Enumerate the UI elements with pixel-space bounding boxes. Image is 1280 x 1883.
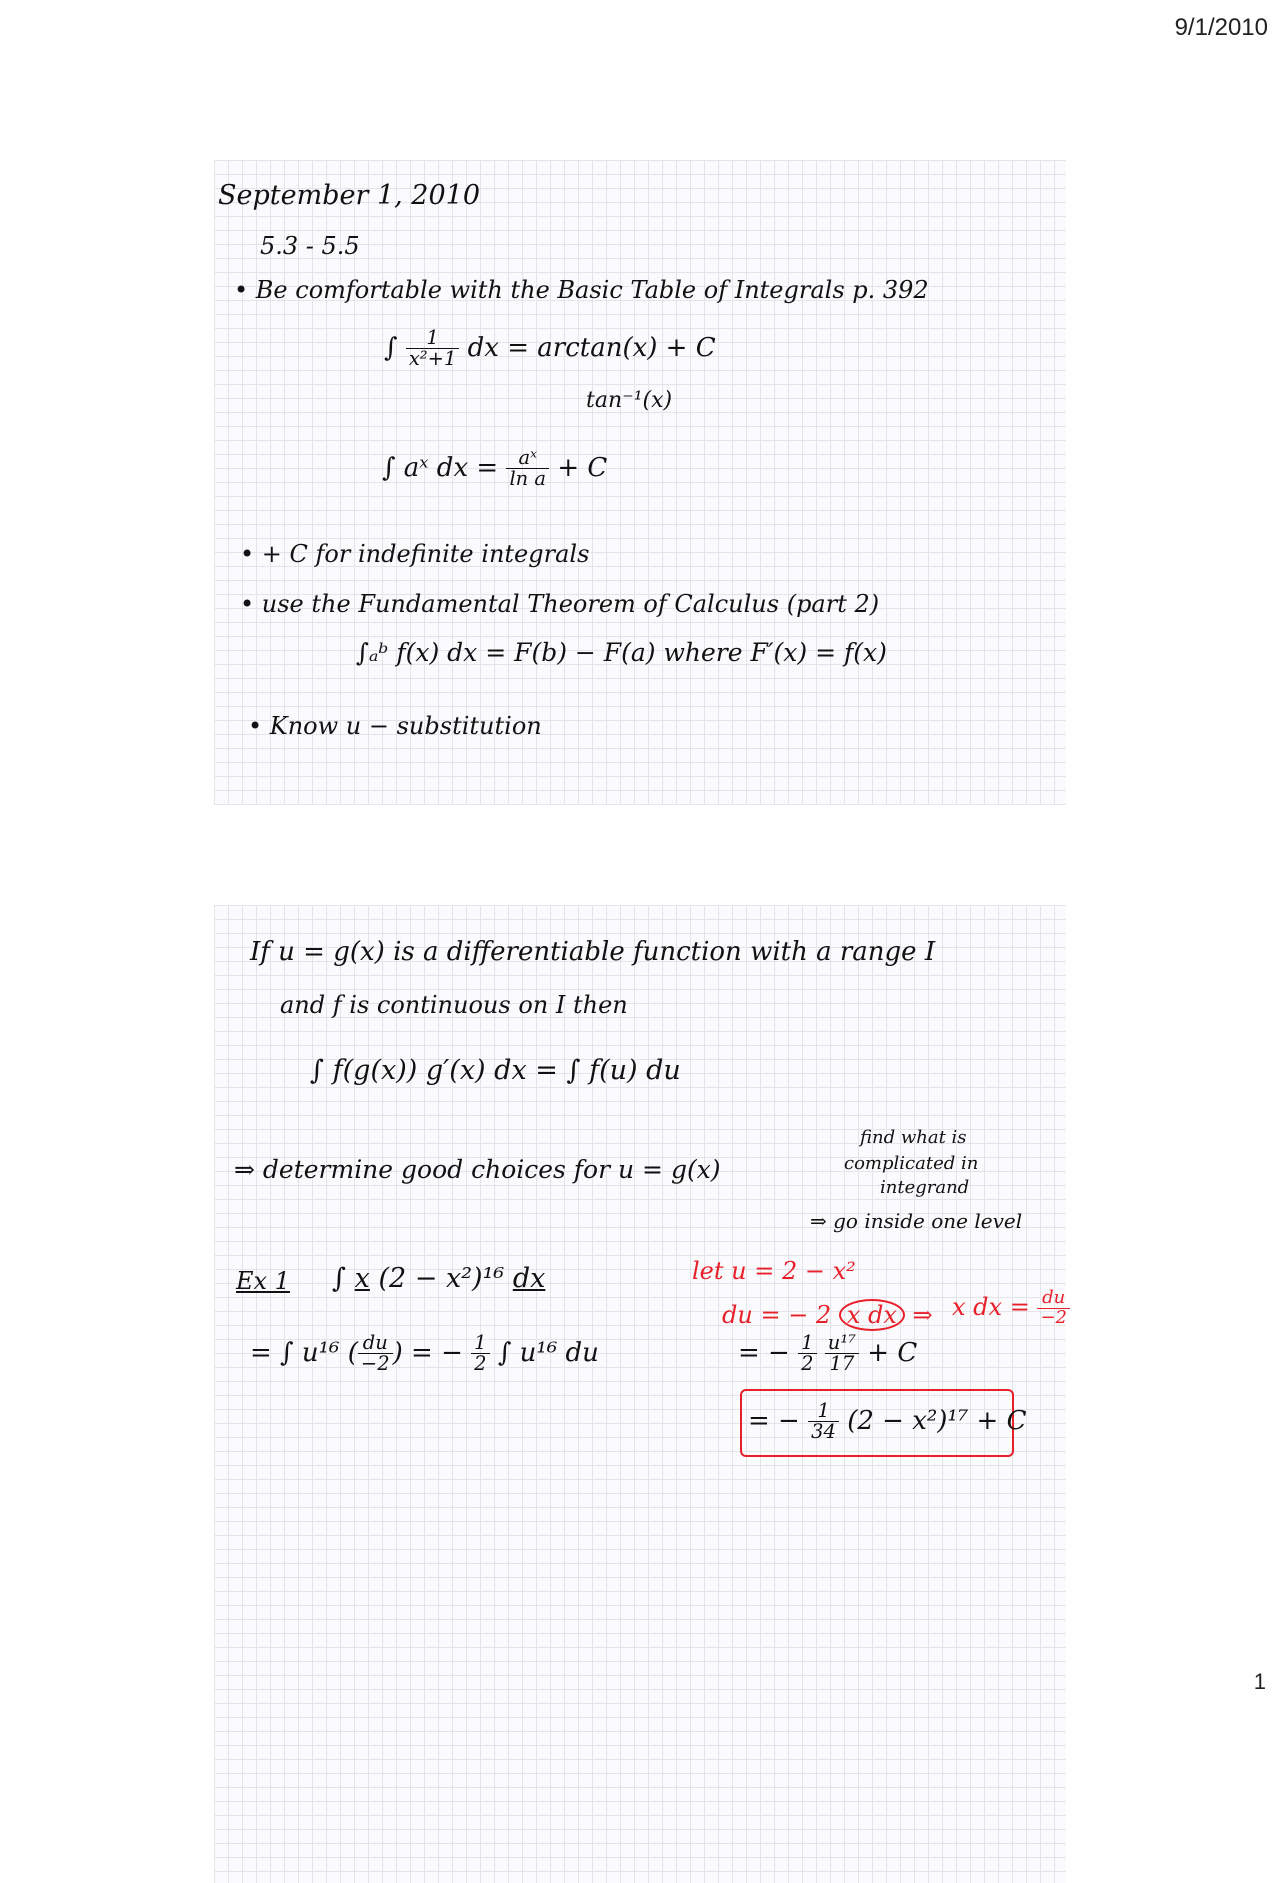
xdx-label: x dx =	[952, 1292, 1030, 1321]
arctan-alternate: tan⁻¹(x)	[586, 388, 673, 413]
example-integral	[332, 1263, 545, 1294]
example-power: (2 − x²)¹⁶	[378, 1263, 505, 1294]
step-1-fraction	[358, 1333, 393, 1375]
hint-line-1: find what is	[860, 1127, 967, 1148]
step-1-half-denominator: 2	[474, 1352, 487, 1376]
notes-panel-1	[214, 160, 1066, 805]
bullet-u-substitution: • Know u − substitution	[248, 712, 542, 740]
exp-denominator: ln a	[509, 467, 547, 491]
answer-denominator: 34	[811, 1420, 836, 1444]
step-2-half	[798, 1333, 816, 1375]
arctan-result: arctan(x) + C	[537, 332, 716, 363]
arctan-fraction	[406, 328, 460, 370]
answer-numerator: 1	[808, 1401, 839, 1422]
bullet-constant: • + C for indefinite integrals	[240, 540, 590, 568]
example-x: x	[354, 1263, 370, 1294]
xdx-numerator: du	[1037, 1289, 1070, 1309]
exp-numerator: aˣ	[506, 448, 549, 469]
exp-lhs: ∫ aˣ dx =	[382, 452, 499, 483]
step-2-half-denominator: 2	[801, 1352, 814, 1376]
answer-equals: = −	[748, 1405, 800, 1436]
notes-title: September 1, 2010	[218, 180, 480, 211]
step-1-equals: = −	[411, 1337, 463, 1368]
du-circled: x dx	[839, 1299, 905, 1331]
du-line	[722, 1301, 933, 1329]
step-1-integral-u: ∫ u¹⁶ du	[497, 1337, 599, 1368]
page-number: 1	[1253, 1669, 1266, 1694]
step-1-half-numerator: 1	[471, 1333, 489, 1354]
hint-line-3: integrand	[880, 1177, 970, 1198]
du-arrow: ⇒	[912, 1301, 933, 1329]
hint-line-4: ⇒ go inside one level	[810, 1209, 1023, 1233]
arctan-denominator: x²+1	[408, 347, 457, 371]
step-1-denominator: −2	[360, 1352, 390, 1376]
let-u: let u = 2 − x²	[692, 1257, 856, 1285]
theorem-line-1: If u = g(x) is a differentiable function with a range I	[250, 937, 936, 967]
exp-constant: + C	[557, 452, 608, 483]
xdx-line	[952, 1289, 1070, 1328]
arctan-numerator: 1	[406, 328, 460, 349]
xdx-denominator: −2	[1040, 1306, 1067, 1328]
example-dx: dx	[512, 1263, 546, 1294]
answer-fraction	[808, 1401, 839, 1443]
substitution-rule: ∫ f(g(x)) g′(x) dx = ∫ f(u) du	[310, 1055, 681, 1086]
xdx-fraction	[1037, 1289, 1070, 1328]
step-2-u-fraction	[825, 1333, 859, 1375]
step-1-numerator: du	[358, 1333, 393, 1354]
step-1-half	[471, 1333, 489, 1375]
exponential-equation	[382, 448, 607, 490]
example-integral-sign: ∫	[332, 1263, 347, 1294]
bullet-basic-table: • Be comfortable with the Basic Table of Integrals p. 392	[234, 276, 929, 304]
section-range: 5.3 - 5.5	[260, 232, 360, 260]
step-1: = ∫ u¹⁶ ( $\frac{du}{-2}$ ) = − $\frac{1}{2}$ ∫ u¹⁶ du	[250, 1331, 599, 1376]
integral-sign: ∫	[384, 332, 398, 363]
example-label: Ex 1	[236, 1267, 290, 1295]
ftc-equation: ∫ₐᵇ f(x) dx = F(b) − F(a) where F′(x) = f(x)	[356, 638, 887, 667]
header-date: 9/1/2010	[1174, 14, 1268, 41]
final-answer	[748, 1401, 1027, 1443]
answer-body: (2 − x²)¹⁷ + C	[847, 1405, 1027, 1436]
hint-line-2: complicated in	[844, 1153, 979, 1174]
arctan-equation	[384, 328, 716, 370]
step-2-equals: = −	[738, 1337, 790, 1368]
step-2	[738, 1333, 917, 1375]
step-2-constant: + C	[867, 1337, 918, 1368]
bullet-ftc: • use the Fundamental Theorem of Calculus (part 2)	[240, 590, 880, 618]
step-2-u-denominator: 17	[829, 1352, 855, 1376]
arctan-dx: dx =	[467, 332, 529, 363]
theorem-line-2: and f is continuous on I then	[280, 991, 628, 1019]
step-2-u-numerator: u¹⁷	[825, 1333, 859, 1354]
notes-panel-2	[214, 905, 1066, 1883]
exp-fraction	[506, 448, 549, 490]
du-prefix: du = − 2	[722, 1301, 832, 1329]
step-1-integral: = ∫ u¹⁶	[250, 1337, 340, 1368]
determine-choices: ⇒ determine good choices for u = g(x)	[234, 1155, 721, 1184]
step-2-half-numerator: 1	[798, 1333, 816, 1354]
